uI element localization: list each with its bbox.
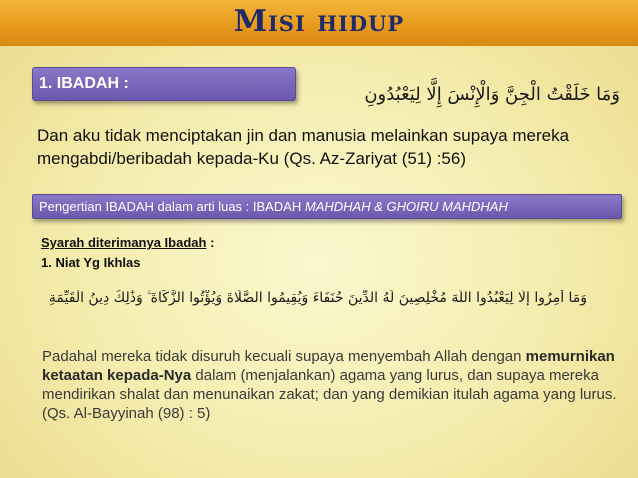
explanation-bold: memurnikan ketaatan kepada-Nya xyxy=(42,348,615,384)
verse-arabic: وَمَا خَلَقْتُ الْجِنَّ وَالْإِنْسَ إِلَّا لِيَعْبُدُونِ xyxy=(364,84,620,105)
syarah-heading xyxy=(41,235,214,250)
verse-translation: Dan aku tidak menciptakan jin dan manusia melainkan supaya mereka mengabdi/beribadah kepada-Ku (Qs. Az-Zariyat (51) :56) xyxy=(37,126,570,168)
verse2-arabic: وَمَا أُمِرُوا إِلَّا لِيَعْبُدُوا اللَّهَ مُخْلِصِينَ لَهُ الدِّينَ حُنَفَاءَ وَيُقِيمُوا الصَّلَاةَ وَيُؤْتُوا الزَّكَاةَ ۚ وَذَٰلِكَ دِينُ الْقَيِّمَةِ xyxy=(48,290,588,306)
section-label-ibadah xyxy=(32,67,296,101)
syarah-heading-text: Syarah diterimanya Ibadah xyxy=(41,235,207,250)
slide-title: Misi hidup xyxy=(233,4,405,39)
pengertian-prefix: Pengertian IBADAH dalam arti luas : IBADAH xyxy=(39,199,305,214)
verse2-explanation xyxy=(42,347,617,423)
explanation-part1: Padahal mereka tidak disuruh kecuali supaya menyembah Allah dengan xyxy=(42,348,526,365)
syarah-heading-colon: : xyxy=(206,235,215,250)
pengertian-italic: MAHDHAH & GHOIRU MAHDHAH xyxy=(304,199,508,214)
section-label-text: 1. IBADAH : xyxy=(39,75,129,92)
pengertian-label xyxy=(32,194,622,219)
syarah-item-1: 1. Niat Yg Ikhlas xyxy=(41,255,141,270)
explanation-part2: dalam (menjalankan) agama yang lurus, dan supaya mereka mendirikan shalat dan menunaikan zakat; dan yang demikian itulah agama yang lurus. (Qs. Al-Bayyinah (98) : 5) xyxy=(42,367,617,422)
